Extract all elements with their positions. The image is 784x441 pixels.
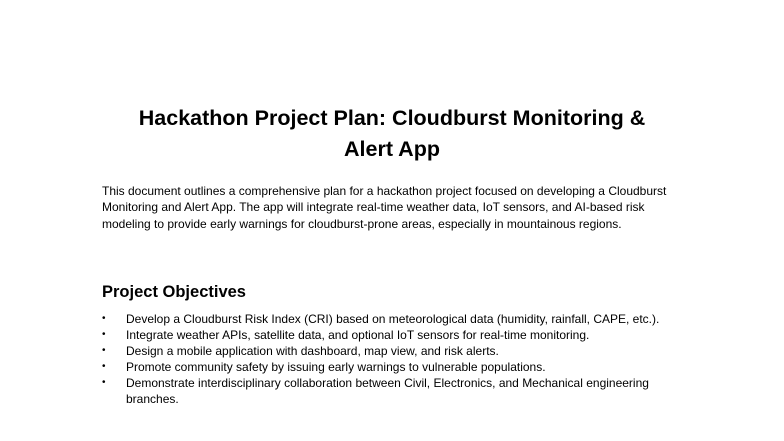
list-item xyxy=(102,359,692,375)
document-title-line-1: Hackathon Project Plan: Cloudburst Monitoring & xyxy=(138,106,646,130)
list-item-text: Develop a Cloudburst Risk Index (CRI) based on meteorological data (humidity, rainfall, CAPE, etc.). xyxy=(126,312,660,326)
bullet-icon: • xyxy=(102,361,106,372)
list-item-text: Demonstrate interdisciplinary collaboration between Civil, Electronics, and Mechanical engineering branches. xyxy=(126,376,649,406)
list-item xyxy=(102,343,692,359)
bullet-icon: • xyxy=(102,313,106,324)
bullet-icon: • xyxy=(102,377,106,388)
list-item-text: Integrate weather APIs, satellite data, and optional IoT sensors for real-time monitoring. xyxy=(126,328,590,342)
list-item xyxy=(102,375,692,407)
bullet-icon: • xyxy=(102,329,106,340)
objectives-list xyxy=(102,311,692,407)
list-item xyxy=(102,311,692,327)
list-item-text: Design a mobile application with dashboard, map view, and risk alerts. xyxy=(126,344,499,358)
document-title-line-2: Alert App xyxy=(344,137,440,161)
list-item xyxy=(102,327,692,343)
document-title xyxy=(60,103,724,165)
intro-paragraph: This document outlines a comprehensive plan for a hackathon project focused on developing a Cloudburst Monitoring and Alert App. The app will integrate real-time weather data, IoT sensors, and AI-based risk modeling to provide early warnings for cloudburst-prone areas, especially in mountainous regions. xyxy=(102,184,667,231)
bullet-icon: • xyxy=(102,345,106,356)
objectives-heading: Project Objectives xyxy=(102,283,246,301)
list-item-text: Promote community safety by issuing early warnings to vulnerable populations. xyxy=(126,360,546,374)
